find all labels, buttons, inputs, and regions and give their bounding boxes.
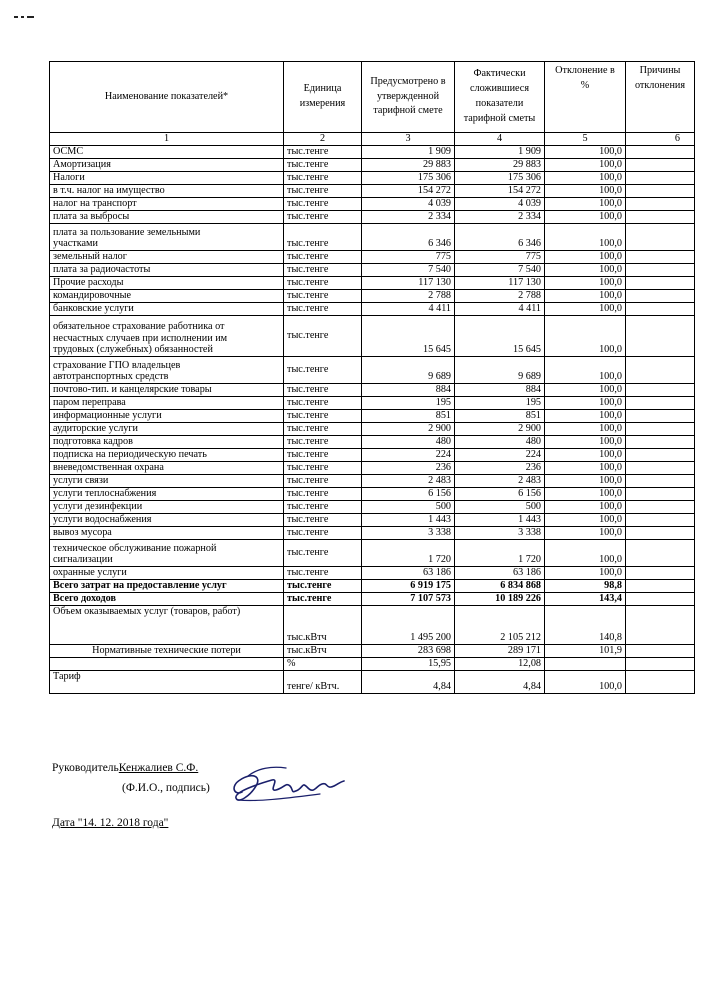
row-name: Налоги xyxy=(50,172,284,185)
row-plan: 29 883 xyxy=(362,159,455,172)
row-deviation: 100,0 xyxy=(545,357,626,384)
row-unit: тыс.тенге xyxy=(284,423,362,436)
row-name: подготовка кадров xyxy=(50,436,284,449)
row-unit: тыс.тенге xyxy=(284,449,362,462)
table-row xyxy=(50,449,695,462)
row-deviation: 100,0 xyxy=(545,410,626,423)
row-name: Амортизация xyxy=(50,159,284,172)
row-reason xyxy=(626,410,695,423)
row-deviation: 98,8 xyxy=(545,580,626,593)
row-deviation: 100,0 xyxy=(545,671,626,694)
row-plan: 1 443 xyxy=(362,514,455,527)
row-unit: тыс.тенге xyxy=(284,540,362,567)
column-number: 4 xyxy=(455,133,545,146)
row-reason xyxy=(626,436,695,449)
row-deviation: 100,0 xyxy=(545,146,626,159)
row-fact: 175 306 xyxy=(455,172,545,185)
row-plan: 7 107 573 xyxy=(362,593,455,606)
row-fact: 2 788 xyxy=(455,290,545,303)
row-plan: 175 306 xyxy=(362,172,455,185)
row-name: почтово-тип. и канцелярские товары xyxy=(50,384,284,397)
row-plan: 2 334 xyxy=(362,211,455,224)
row-fact: 1 443 xyxy=(455,514,545,527)
row-fact: 2 334 xyxy=(455,211,545,224)
table-row xyxy=(50,527,695,540)
row-fact: 6 346 xyxy=(455,224,545,251)
header-fact-line: показатели xyxy=(475,98,524,109)
row-fact: 4 411 xyxy=(455,303,545,316)
header-plan-line: тарифной смете xyxy=(373,105,443,117)
row-deviation: 100,0 xyxy=(545,290,626,303)
table-row xyxy=(50,146,695,159)
row-deviation: 100,0 xyxy=(545,475,626,488)
row-name: информационные услуги xyxy=(50,410,284,423)
row-name: налог на транспорт xyxy=(50,198,284,211)
row-deviation: 100,0 xyxy=(545,527,626,540)
row-unit: тыс.тенге xyxy=(284,397,362,410)
row-unit: тыс.тенге xyxy=(284,514,362,527)
row-name: услуги теплоснабжения xyxy=(50,488,284,501)
row-deviation: 100,0 xyxy=(545,277,626,290)
row-reason xyxy=(626,290,695,303)
table-row xyxy=(50,384,695,397)
head-name: Кенжалиев С.Ф. xyxy=(118,762,199,774)
row-name: вневедомственная охрана xyxy=(50,462,284,475)
column-number: 5 xyxy=(545,133,626,146)
header-fact-line: тарифной сметы xyxy=(463,112,536,124)
row-deviation: 100,0 xyxy=(545,397,626,410)
row-deviation: 100,0 xyxy=(545,185,626,198)
row-name-line: страхование ГПО владельцев xyxy=(53,359,181,371)
row-plan: 6 919 175 xyxy=(362,580,455,593)
row-fact: 29 883 xyxy=(455,159,545,172)
table-row xyxy=(50,198,695,211)
row-reason xyxy=(626,316,695,357)
table-row xyxy=(50,290,695,303)
row-name: услуги связи xyxy=(50,475,284,488)
row-unit: тыс.тенге xyxy=(284,410,362,423)
table-row xyxy=(50,501,695,514)
row-name: земельный налог xyxy=(50,251,284,264)
row-name-line: несчастных случаев при исполнении им xyxy=(53,332,228,344)
table-row xyxy=(50,316,695,357)
row-fact: 1 720 xyxy=(455,540,545,567)
row-plan: 775 xyxy=(362,251,455,264)
row-unit: тыс.тенге xyxy=(284,462,362,475)
scan-corner-mark xyxy=(14,16,34,19)
row-reason xyxy=(626,540,695,567)
row-plan: 4 039 xyxy=(362,198,455,211)
row-name: плата за выбросы xyxy=(50,211,284,224)
table-row xyxy=(50,357,695,384)
row-plan: 2 483 xyxy=(362,475,455,488)
row-deviation: 100,0 xyxy=(545,172,626,185)
column-number: 1 xyxy=(50,133,284,146)
row-plan: 4,84 xyxy=(362,671,455,694)
fio-label: (Ф.И.О., подпись) xyxy=(122,782,210,794)
header-name xyxy=(50,62,284,133)
row-plan: 9 689 xyxy=(362,357,455,384)
row-plan: 117 130 xyxy=(362,277,455,290)
row-fact: 15 645 xyxy=(455,316,545,357)
row-name: Нормативные технические потери xyxy=(50,645,284,658)
row-deviation: 100,0 xyxy=(545,462,626,475)
row-name-line: участками xyxy=(53,238,98,250)
header-deviation-line: % xyxy=(580,79,590,91)
row-reason xyxy=(626,423,695,436)
row-reason xyxy=(626,303,695,316)
row-unit: тыс.тенге xyxy=(284,316,362,357)
row-reason xyxy=(626,264,695,277)
row-reason xyxy=(626,593,695,606)
row-name xyxy=(50,658,284,671)
row-deviation: 100,0 xyxy=(545,423,626,436)
row-fact: 500 xyxy=(455,501,545,514)
row-unit: тыс.тенге xyxy=(284,357,362,384)
row-unit: тыс.тенге xyxy=(284,303,362,316)
header-row xyxy=(50,62,695,133)
row-unit: тыс.тенге xyxy=(284,277,362,290)
row-name-line: техническое обслуживание пожарной xyxy=(53,542,217,554)
row-plan: 480 xyxy=(362,436,455,449)
row-name: Тариф xyxy=(50,671,284,694)
row-name: Объем оказываемых услуг (товаров, работ) xyxy=(50,606,284,645)
row-unit: тыс.кВтч xyxy=(284,645,362,658)
row-unit: тыс.тенге xyxy=(284,251,362,264)
row-name: охранные услуги xyxy=(50,567,284,580)
row-name: Всего затрат на предоставление услуг xyxy=(50,580,284,593)
row-plan: 15,95 xyxy=(362,658,455,671)
row-deviation: 100,0 xyxy=(545,540,626,567)
row-reason xyxy=(626,501,695,514)
row-name xyxy=(50,224,284,251)
row-reason xyxy=(626,567,695,580)
row-unit: тыс.тенге xyxy=(284,159,362,172)
column-number: 2 xyxy=(284,133,362,146)
row-deviation: 100,0 xyxy=(545,488,626,501)
row-name-line: трудовых (служебных) обязанностей xyxy=(53,344,213,356)
tariff-report-table xyxy=(49,61,695,694)
row-name: в т.ч. налог на имущество xyxy=(50,185,284,198)
header-fact-line: Фактически xyxy=(473,68,526,80)
row-deviation: 100,0 xyxy=(545,159,626,172)
row-plan: 2 900 xyxy=(362,423,455,436)
row-plan: 154 272 xyxy=(362,185,455,198)
row-plan: 63 186 xyxy=(362,567,455,580)
column-number: 3 xyxy=(362,133,455,146)
row-fact: 154 272 xyxy=(455,185,545,198)
row-deviation: 100,0 xyxy=(545,449,626,462)
row-reason xyxy=(626,475,695,488)
row-deviation: 100,0 xyxy=(545,384,626,397)
row-reason xyxy=(626,645,695,658)
row-reason xyxy=(626,580,695,593)
header-name-text: Наименование показателей* xyxy=(104,90,229,102)
row-deviation: 140,8 xyxy=(545,606,626,645)
table-row xyxy=(50,211,695,224)
row-fact: 851 xyxy=(455,410,545,423)
table-row xyxy=(50,159,695,172)
row-name xyxy=(50,357,284,384)
table-row xyxy=(50,185,695,198)
row-reason xyxy=(626,159,695,172)
header-plan xyxy=(362,62,455,133)
row-unit: тыс.тенге xyxy=(284,488,362,501)
header-fact xyxy=(455,62,545,133)
row-fact: 884 xyxy=(455,384,545,397)
row-name: услуги дезинфекции xyxy=(50,501,284,514)
row-deviation: 100,0 xyxy=(545,567,626,580)
row-deviation: 100,0 xyxy=(545,251,626,264)
row-reason xyxy=(626,397,695,410)
row-name: аудиторские услуги xyxy=(50,423,284,436)
header-plan-line: утвержденной xyxy=(376,90,440,102)
row-name-line: сигнализации xyxy=(53,554,113,566)
row-name: командировочные xyxy=(50,290,284,303)
row-plan: 1 720 xyxy=(362,540,455,567)
handwritten-signature xyxy=(228,756,348,816)
row-name xyxy=(50,316,284,357)
row-plan: 500 xyxy=(362,501,455,514)
table-row xyxy=(50,397,695,410)
row-reason xyxy=(626,251,695,264)
table-row-total-income xyxy=(50,593,695,606)
row-deviation: 100,0 xyxy=(545,514,626,527)
table-row xyxy=(50,488,695,501)
row-name: паром переправа xyxy=(50,397,284,410)
row-name: Прочие расходы xyxy=(50,277,284,290)
row-plan: 15 645 xyxy=(362,316,455,357)
head-line xyxy=(52,762,198,774)
row-name-line: автотранспортных средств xyxy=(53,371,169,383)
header-unit xyxy=(284,62,362,133)
row-name: ОСМС xyxy=(50,146,284,159)
row-unit: тыс.тенге xyxy=(284,501,362,514)
table-row-tech-losses xyxy=(50,645,695,658)
row-unit: тыс.тенге xyxy=(284,198,362,211)
row-unit: тыс.тенге xyxy=(284,290,362,303)
table-row xyxy=(50,514,695,527)
column-number: 6 xyxy=(626,133,695,146)
row-fact: 4,84 xyxy=(455,671,545,694)
header-plan-line: Предусмотрено в xyxy=(370,75,446,87)
row-reason xyxy=(626,658,695,671)
row-deviation: 100,0 xyxy=(545,198,626,211)
row-fact: 236 xyxy=(455,462,545,475)
row-unit: тыс.кВтч xyxy=(284,606,362,645)
row-deviation: 100,0 xyxy=(545,211,626,224)
row-unit: тыс.тенге xyxy=(284,593,362,606)
row-unit: % xyxy=(284,658,362,671)
row-reason xyxy=(626,211,695,224)
row-fact: 775 xyxy=(455,251,545,264)
row-reason xyxy=(626,384,695,397)
row-plan: 195 xyxy=(362,397,455,410)
row-deviation: 143,4 xyxy=(545,593,626,606)
row-deviation: 100,0 xyxy=(545,224,626,251)
row-name-line: плата за пользование земельными xyxy=(53,226,201,238)
table-row xyxy=(50,540,695,567)
row-fact: 10 189 226 xyxy=(455,593,545,606)
row-deviation: 100,0 xyxy=(545,501,626,514)
row-deviation: 100,0 xyxy=(545,264,626,277)
row-plan: 2 788 xyxy=(362,290,455,303)
row-unit: тыс.тенге xyxy=(284,185,362,198)
row-unit: тыс.тенге xyxy=(284,211,362,224)
row-reason xyxy=(626,357,695,384)
table-row xyxy=(50,462,695,475)
row-unit: тыс.тенге xyxy=(284,224,362,251)
row-plan: 1 495 200 xyxy=(362,606,455,645)
row-fact: 289 171 xyxy=(455,645,545,658)
table-row xyxy=(50,475,695,488)
head-label: Руководитель xyxy=(52,762,119,774)
row-fact: 63 186 xyxy=(455,567,545,580)
row-unit: тенге/ кВтч. xyxy=(284,671,362,694)
row-unit: тыс.тенге xyxy=(284,527,362,540)
row-fact: 1 909 xyxy=(455,146,545,159)
column-number-row xyxy=(50,133,695,146)
row-plan: 851 xyxy=(362,410,455,423)
row-reason xyxy=(626,146,695,159)
header-fact-line: сложившиеся xyxy=(469,83,530,95)
row-reason xyxy=(626,671,695,694)
row-fact: 7 540 xyxy=(455,264,545,277)
row-fact: 2 105 212 xyxy=(455,606,545,645)
row-plan: 3 338 xyxy=(362,527,455,540)
row-unit: тыс.тенге xyxy=(284,580,362,593)
table-row xyxy=(50,264,695,277)
row-name: вывоз мусора xyxy=(50,527,284,540)
row-plan: 4 411 xyxy=(362,303,455,316)
row-plan: 224 xyxy=(362,449,455,462)
row-unit: тыс.тенге xyxy=(284,436,362,449)
table-row xyxy=(50,423,695,436)
row-reason xyxy=(626,172,695,185)
table-row xyxy=(50,277,695,290)
row-reason xyxy=(626,198,695,211)
table-row-total-costs xyxy=(50,580,695,593)
row-reason xyxy=(626,185,695,198)
date-label: Дата "14. 12. 2018 года" xyxy=(52,817,169,829)
row-reason xyxy=(626,462,695,475)
header-deviation-line: Отклонение в xyxy=(555,65,615,76)
row-unit: тыс.тенге xyxy=(284,567,362,580)
row-reason xyxy=(626,527,695,540)
header-unit-line: Единица xyxy=(303,83,342,95)
row-fact: 12,08 xyxy=(455,658,545,671)
row-name: подписка на периодическую печать xyxy=(50,449,284,462)
row-reason xyxy=(626,277,695,290)
row-plan: 6 156 xyxy=(362,488,455,501)
row-name: плата за радиочастоты xyxy=(50,264,284,277)
row-name: банковские услуги xyxy=(50,303,284,316)
header-deviation xyxy=(545,62,626,133)
row-fact: 6 156 xyxy=(455,488,545,501)
row-fact: 480 xyxy=(455,436,545,449)
table-row-tariff xyxy=(50,671,695,694)
row-fact: 2 483 xyxy=(455,475,545,488)
row-fact: 224 xyxy=(455,449,545,462)
row-unit: тыс.тенге xyxy=(284,475,362,488)
row-fact: 2 900 xyxy=(455,423,545,436)
row-fact: 9 689 xyxy=(455,357,545,384)
row-unit: тыс.тенге xyxy=(284,264,362,277)
row-deviation: 100,0 xyxy=(545,316,626,357)
table-row-service-volume xyxy=(50,606,695,645)
row-name-line: обязательное страхование работника от xyxy=(53,320,225,332)
row-plan: 7 540 xyxy=(362,264,455,277)
row-unit: тыс.тенге xyxy=(284,384,362,397)
row-deviation: 100,0 xyxy=(545,303,626,316)
table-row xyxy=(50,567,695,580)
row-fact: 3 338 xyxy=(455,527,545,540)
row-reason xyxy=(626,449,695,462)
row-deviation xyxy=(545,658,626,671)
row-reason xyxy=(626,514,695,527)
header-reason-line: отклонения xyxy=(634,79,686,91)
row-fact: 195 xyxy=(455,397,545,410)
row-plan: 1 909 xyxy=(362,146,455,159)
row-deviation: 101,9 xyxy=(545,645,626,658)
row-reason xyxy=(626,606,695,645)
row-plan: 283 698 xyxy=(362,645,455,658)
row-plan: 6 346 xyxy=(362,224,455,251)
table-row-tech-losses-percent xyxy=(50,658,695,671)
row-unit: тыс.тенге xyxy=(284,172,362,185)
header-reason xyxy=(626,62,695,133)
row-fact: 4 039 xyxy=(455,198,545,211)
table-row xyxy=(50,303,695,316)
header-unit-line: измерения xyxy=(299,98,346,109)
row-name: услуги водоснабжения xyxy=(50,514,284,527)
table-row xyxy=(50,436,695,449)
table-row xyxy=(50,172,695,185)
row-plan: 884 xyxy=(362,384,455,397)
table-row xyxy=(50,410,695,423)
header-reason-line: Причины xyxy=(639,65,681,76)
row-unit: тыс.тенге xyxy=(284,146,362,159)
table-row xyxy=(50,224,695,251)
row-fact: 6 834 868 xyxy=(455,580,545,593)
row-name xyxy=(50,540,284,567)
row-plan: 236 xyxy=(362,462,455,475)
row-reason xyxy=(626,488,695,501)
row-fact: 117 130 xyxy=(455,277,545,290)
row-name: Всего доходов xyxy=(50,593,284,606)
table-row xyxy=(50,251,695,264)
row-reason xyxy=(626,224,695,251)
row-deviation: 100,0 xyxy=(545,436,626,449)
